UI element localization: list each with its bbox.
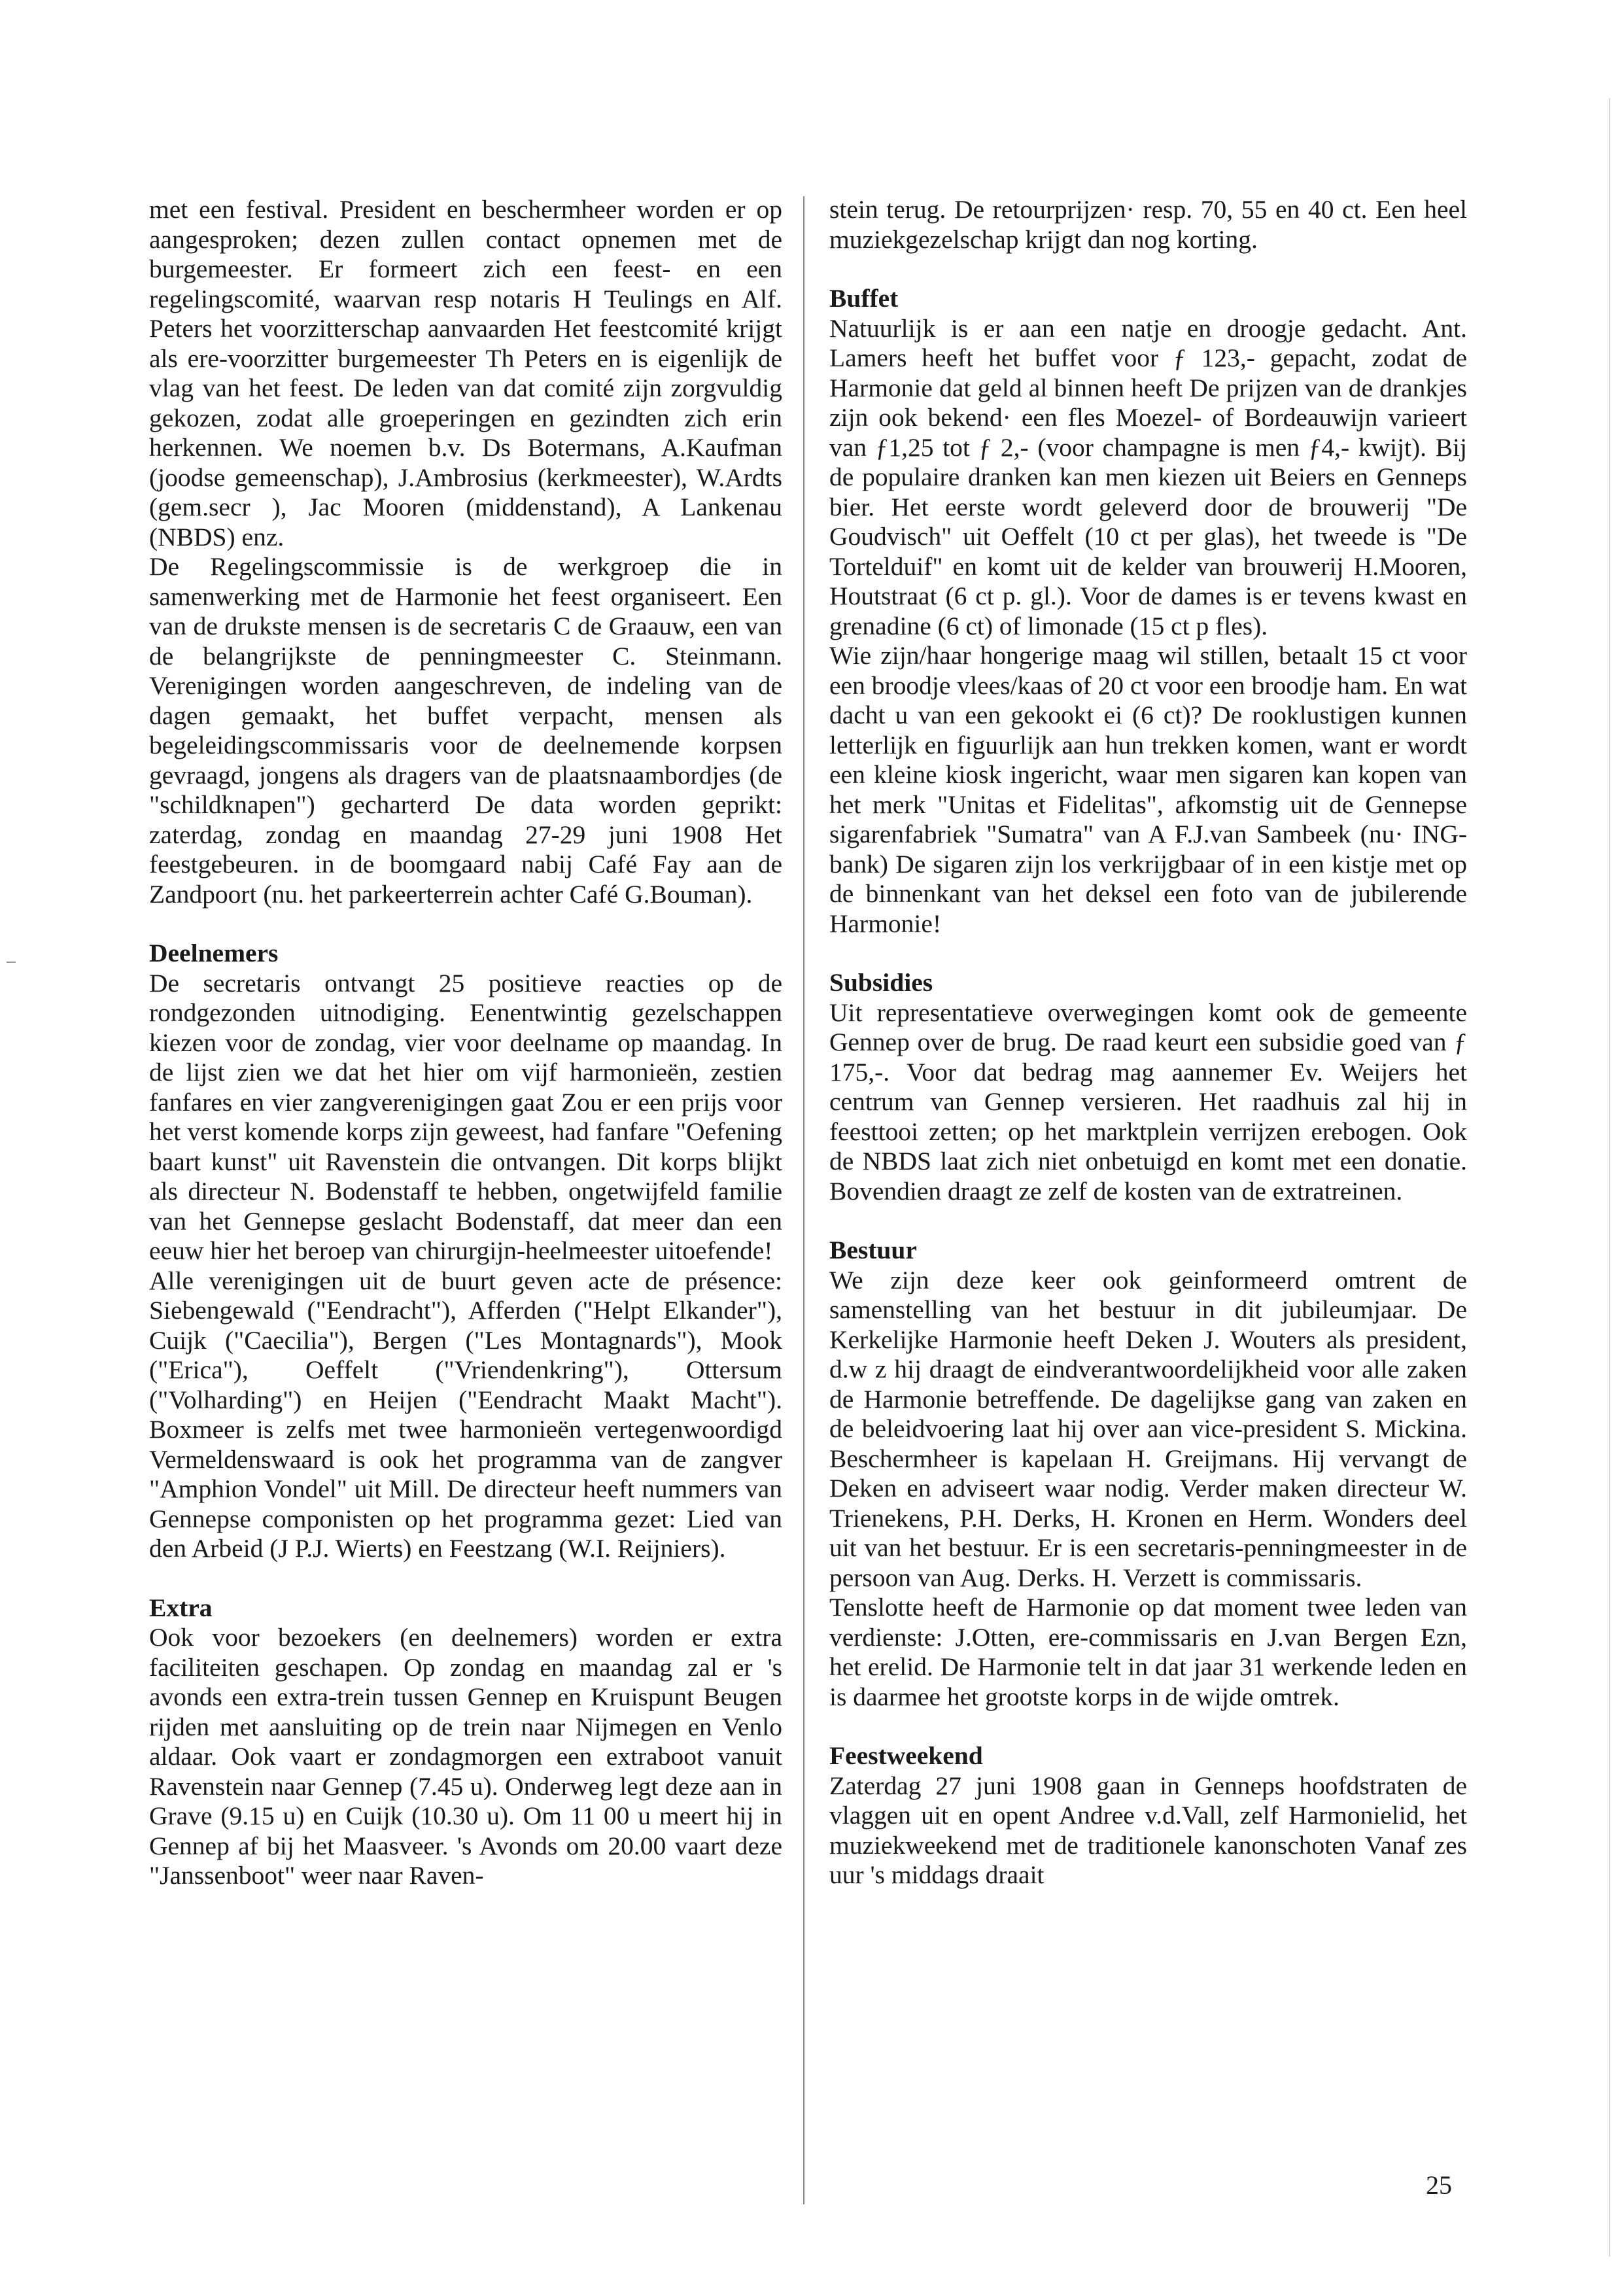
paragraph: Natuurlijk is er aan een natje en droogje gedacht. Ant. Lamers heeft het buffet voor ƒ 123,- gepacht, zodat de Harmonie dat geld al binnen heeft De prijzen van de drankjes zijn ook bekend· een fles Moezel- of Bordeauwijn varieert van ƒ1,25 tot ƒ 2,- (voor champagne is men ƒ4,- kwijt). Bij de populaire dranken kan men kiezen uit Beiers en Genneps bier. Het eerste wordt geleverd door de brouwerij "De Goudvisch" uit Oeffelt (10 ct per glas), het tweede is "De Tortelduif" en komt uit de kelder van brouwerij H.Mooren, Houtstraat (6 ct p. gl.). Voor de dames is er tevens kwast en grenadine (6 ct) of limonade (15 ct p fles). (829, 313, 1467, 640)
section-heading-feestweekend: Feestweekend (829, 1741, 983, 1770)
paragraph: We zijn deze keer ook geinformeerd omtrent de samenstelling van het bestuur in dit jubileumjaar. De Kerkelijke Harmonie heeft Deken J. Wouters als president, d.w z hij draagt de eindverantwoordelijkheid voor alle zaken de Harmonie betreffende. De dagelijkse gang van zaken en de beleidvoering laat hij over aan vice-president S. Mickina. Beschermheer is kapelaan H. Greijmans. Hij vervangt de Deken en adviseert waar nodig. Verder maken directeur W. Trienekens, P.H. Derks, H. Kronen en Herm. Wonders deel uit van het bestuur. Er is een secretaris-penningmeester in de persoon van Aug. Derks. H. Verzett is commissaris. (829, 1265, 1467, 1592)
column-divider (803, 196, 804, 2204)
paragraph: met een festival. President en beschermheer worden er op aangesproken; dezen zullen contact opnemen met de burgemeester. Er formeert zich een feest- en een regelingscomité, waarvan resp notaris H Teulings en Alf. Peters het voorzitterschap aanvaarden Het feestcomité krijgt als ere-voorzitter burgemeester Th Peters en is eigenlijk de vlag van het feest. De leden van dat comité zijn zorgvuldig gekozen, zodat alle groeperingen en gezindten zich erin herkennen. We noemen b.v. Ds Botermans, A.Kaufman (joodse gemeenschap), J.Ambrosius (kerkmeester), W.Ardts (gem.secr ), Jac Mooren (middenstand), A Lankenau (NBDS) enz. (149, 195, 782, 551)
paragraph: Alle verenigingen uit de buurt geven acte de présence: Siebengewald ("Eendracht"), Afferden ("Helpt Elkander"), Cuijk ("Caecilia"), Bergen ("Les Montagnards"), Mook ("Erica"), Oeffelt ("Vriendenkring"), Ottersum ("Volharding") en Heijen ("Eendracht Maakt Macht"). Boxmeer is zelfs met twee harmonieën vertegenwoordigd Vermeldenswaard is ook het programma van de zangver "Amphion Vondel" uit Mill. De directeur heeft nummers van Gennepse componisten op het programma gezet: Lied van den Arbeid (J P.J. Wierts) en Feestzang (W.I. Reijniers). (149, 1266, 782, 1563)
paragraph: stein terug. De retourprijzen· resp. 70, 55 en 40 ct. Een heel muziekgezelschap krijgt dan nog korting. (829, 195, 1467, 254)
left-column (149, 195, 782, 1891)
section-heading-deelnemers: Deelnemers (149, 939, 279, 967)
paragraph: Wie zijn/haar hongerige maag wil stillen, betaalt 15 ct voor een broodje vlees/kaas of 20 ct voor een broodje ham. En wat dacht u van een gekookt ei (6 ct)? De rooklustigen kunnen letterlijk en figuurlijk aan hun trekken komen, want er wordt een kleine kiosk ingericht, waar men sigaren kan kopen van het merk "Unitas et Fidelitas", afkomstig uit de Gennepse sigarenfabriek "Sumatra" van A F.J.van Sambeek (nu· ING-bank) De sigaren zijn los verkrijgbaar of in een kistje met op de binnenkant van het deksel een foto van de jubilerende Harmonie! (829, 641, 1467, 938)
page-number: 25 (1426, 2170, 1452, 2200)
paragraph: Ook voor bezoekers (en deelnemers) worden er extra faciliteiten geschapen. Op zondag en maandag zal er 's avonds een extra-trein tussen Gennep en Kruispunt Beugen rijden met aansluiting op de trein naar Nijmegen en Venlo aldaar. Ook vaart er zondagmorgen een extraboot vanuit Ravenstein naar Gennep (7.45 u). Onderweg legt deze aan in Grave (9.15 u) en Cuijk (10.30 u). Om 11 00 u meert hij in Gennep af bij het Maasveer. 's Avonds om 20.00 vaart deze "Janssenboot" weer naar Raven- (149, 1623, 782, 1890)
scan-edge-line (1609, 98, 1610, 2257)
section-heading-buffet: Buffet (829, 284, 899, 313)
scan-margin-mark (7, 962, 16, 963)
section-heading-subsidies: Subsidies (829, 968, 933, 997)
right-column (829, 195, 1467, 1890)
section-heading-extra: Extra (149, 1593, 213, 1622)
paragraph: Tenslotte heeft de Harmonie op dat moment twee leden van verdienste: J.Otten, ere-commissaris en J.van Bergen Ezn, het erelid. De Harmonie telt in dat jaar 31 werkende leden en is daarmee het grootste korps in de wijde omtrek. (829, 1593, 1467, 1711)
paragraph: De secretaris ontvangt 25 positieve reacties op de rondgezonden uitnodiging. Eenentwintig gezelschappen kiezen voor de zondag, vier voor deelname op maandag. In de lijst zien we dat het hier om vijf harmonieën, zestien fanfares en vier zangverenigingen gaat Zou er een prijs voor het verst komende korps zijn geweest, had fanfare "Oefening baart kunst" uit Ravenstein die ontvangen. Dit korps blijkt als directeur N. Bodenstaff te hebben, ongetwijfeld familie van het Gennepse geslacht Bodenstaff, dat meer dan een eeuw hier het beroep van chirurgijn-heelmeester uitoefende! (149, 968, 782, 1265)
section-heading-bestuur: Bestuur (829, 1236, 917, 1264)
paragraph: De Regelingscommissie is de werkgroep die in samenwerking met de Harmonie het feest organiseert. Een van de drukste mensen is de secretaris C de Graauw, een van de belangrijkste de penningmeester C. Steinmann. Verenigingen worden aangeschreven, de indeling van de dagen gemaakt, het buffet verpacht, mensen als begeleidingscommissaris voor de deelnemende korpsen gevraagd, jongens als dragers van de plaatsnaambordjes (de "schildknapen") gecharterd De data worden geprikt: zaterdag, zondag en maandag 27-29 juni 1908 Het feestgebeuren. in de boomgaard nabij Café Fay aan de Zandpoort (nu. het parkeerterrein achter Café G.Bouman). (149, 552, 782, 909)
paragraph: Zaterdag 27 juni 1908 gaan in Genneps hoofdstraten de vlaggen uit en opent Andree v.d.Vall, zelf Harmonielid, het muziekweekend met de traditionele kanonschoten Vanaf zes uur 's middags draait (829, 1771, 1467, 1889)
paragraph: Uit representatieve overwegingen komt ook de gemeente Gennep over de brug. De raad keurt een subsidie goed van ƒ 175,-. Voor dat bedrag mag aannemer Ev. Weijers het centrum van Gennep versieren. Het raadhuis zal hij in feesttooi zetten; op het marktplein verrijzen erebogen. Ook de NBDS laat zich niet onbetuigd en komt met een donatie. Bovendien draagt ze zelf de kosten van de extratreinen. (829, 998, 1467, 1206)
